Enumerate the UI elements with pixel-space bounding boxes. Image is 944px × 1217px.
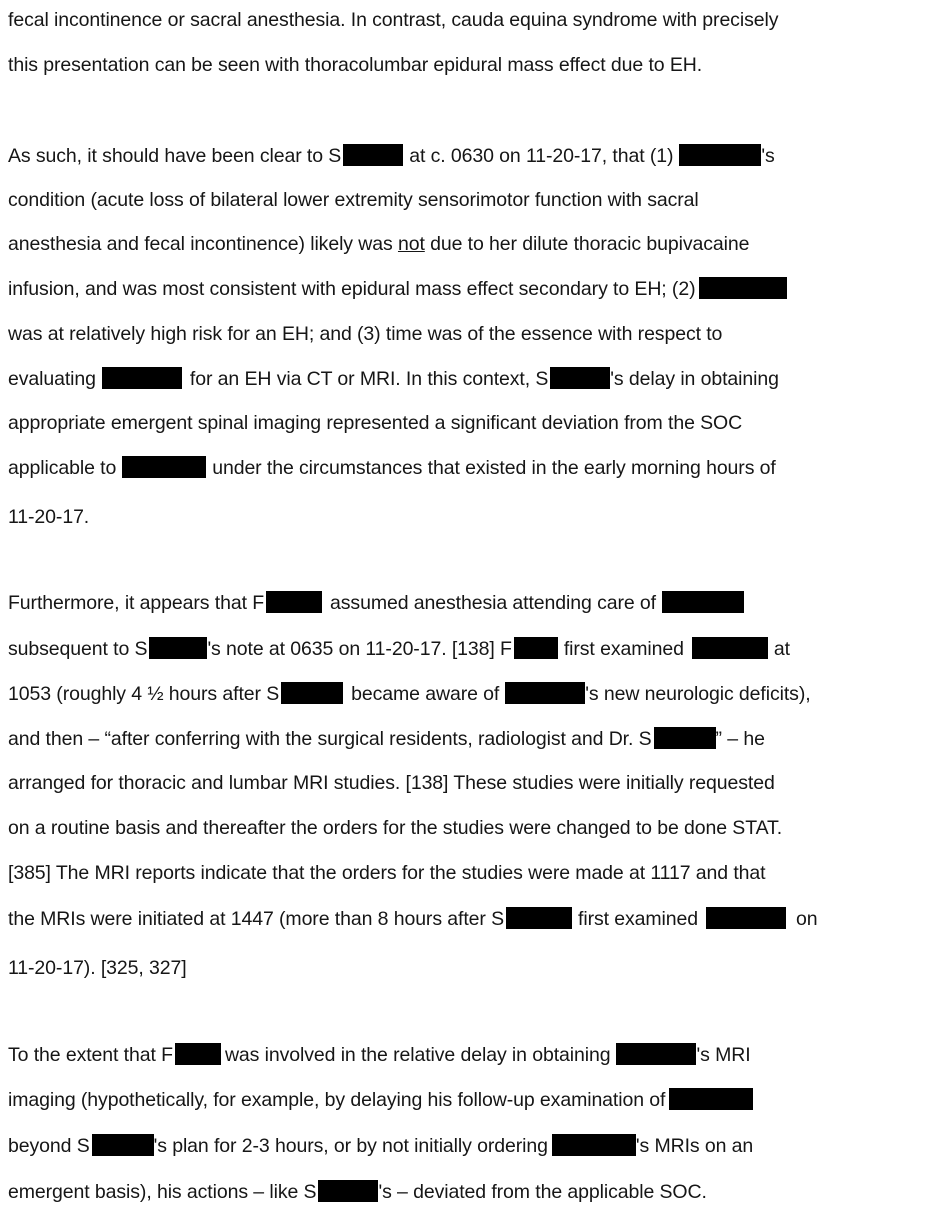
text-run: the MRIs were initiated at 1447 (more than 8 hours after S — [8, 908, 505, 930]
redaction-bar — [692, 637, 768, 659]
text-run: 1053 (roughly 4 ½ hours after S — [8, 683, 280, 705]
text-run: and then – “after conferring with the surgical residents, radiologist and Dr. S — [8, 728, 652, 750]
text-run: was involved in the relative delay in obtaining — [224, 1044, 611, 1066]
text-line — [8, 815, 782, 841]
text-run: was at relatively high risk for an EH; and (3) time was of the essence with respect to — [8, 323, 723, 345]
text-run: 's – deviated from the applicable SOC. — [378, 1181, 707, 1203]
text-run: ” – he — [715, 728, 765, 750]
text-line — [8, 726, 765, 752]
redaction-bar — [550, 367, 610, 389]
text-run: on a routine basis and thereafter the orders for the studies were changed to be done STAT. — [8, 817, 783, 839]
text-line — [8, 860, 765, 886]
redaction-bar — [149, 637, 207, 659]
redaction-bar — [662, 591, 744, 613]
text-line — [8, 590, 744, 616]
redaction-bar — [706, 907, 786, 929]
text-run: beyond S — [8, 1135, 90, 1157]
redaction-bar — [679, 144, 761, 166]
text-run: evaluating — [8, 368, 96, 390]
text-line — [8, 52, 702, 78]
text-line — [8, 1087, 753, 1113]
text-run: this presentation can be seen with thoracolumbar epidural mass effect due to EH. — [8, 54, 703, 76]
redaction-bar — [175, 1043, 221, 1065]
redaction-bar — [506, 907, 572, 929]
text-run: assumed anesthesia attending care of — [330, 592, 656, 614]
text-line — [8, 955, 187, 981]
text-run: for an EH via CT or MRI. In this context, S — [189, 368, 549, 390]
text-line — [8, 366, 779, 392]
text-run: at c. 0630 on 11-20-17, that (1) — [409, 145, 674, 167]
redaction-bar — [102, 367, 182, 389]
text-run: under the circumstances that existed in the early morning hours of — [212, 457, 776, 479]
text-run: on — [796, 908, 818, 930]
text-run: 's new neurologic deficits), — [585, 683, 811, 705]
redaction-bar — [122, 456, 206, 478]
text-run: fecal incontinence or sacral anesthesia. In contrast, cauda equina syndrome with precisely — [8, 9, 779, 31]
text-run: condition (acute loss of bilateral lower extremity sensorimotor function with sacral — [8, 189, 699, 211]
text-line — [8, 906, 818, 932]
text-run: at — [773, 638, 790, 660]
text-run: 's — [761, 145, 775, 167]
redaction-bar — [343, 144, 403, 166]
redaction-bar — [505, 682, 585, 704]
text-line — [8, 681, 811, 707]
text-run: appropriate emergent spinal imaging represented a significant deviation from the SOC — [8, 412, 743, 434]
redaction-bar — [92, 1134, 154, 1156]
text-run: arranged for thoracic and lumbar MRI studies. [138] These studies were initially requested — [8, 772, 775, 794]
text-run: To the extent that F — [8, 1044, 173, 1066]
text-line — [8, 187, 699, 213]
text-line — [8, 7, 778, 33]
text-run: became aware of — [351, 683, 500, 705]
text-run: 's delay in obtaining — [610, 368, 779, 390]
text-run: 11-20-17. — [8, 506, 90, 528]
text-run: imaging (hypothetically, for example, by delaying his follow-up examination of — [8, 1089, 666, 1111]
redaction-bar — [552, 1134, 636, 1156]
text-run: 's MRIs on an — [635, 1135, 754, 1157]
underlined-word: not — [397, 233, 425, 255]
text-run: first examined — [578, 908, 699, 930]
text-line — [8, 504, 89, 530]
text-line — [8, 636, 790, 662]
text-run: 's plan for 2-3 hours, or by not initially ordering — [153, 1135, 548, 1157]
text-run: [385] The MRI reports indicate that the orders for the studies were made at 1117 and that — [8, 862, 766, 884]
redaction-bar — [699, 277, 787, 299]
text-run: subsequent to S — [8, 638, 148, 660]
text-line — [8, 321, 722, 347]
redaction-bar — [616, 1043, 696, 1065]
text-run: As such, it should have been clear to S — [8, 145, 342, 167]
text-line — [8, 455, 776, 481]
text-run: 11-20-17). [325, 327] — [8, 957, 187, 979]
text-line — [8, 1133, 753, 1159]
text-run: first examined — [563, 638, 684, 660]
text-line — [8, 410, 742, 436]
text-run: applicable to — [8, 457, 117, 479]
text-run: 's note at 0635 on 11-20-17. [138] F — [207, 638, 512, 660]
redaction-bar — [654, 727, 716, 749]
text-run: emergent basis), his actions – like S — [8, 1181, 317, 1203]
text-run: due to her dilute thoracic bupivacaine — [424, 233, 750, 255]
redaction-bar — [266, 591, 322, 613]
text-line — [8, 143, 775, 169]
text-line — [8, 276, 787, 302]
text-run: infusion, and was most consistent with epidural mass effect secondary to EH; (2) — [8, 278, 696, 300]
redaction-bar — [281, 682, 343, 704]
text-line — [8, 1042, 751, 1068]
text-line — [8, 1179, 707, 1205]
text-run: 's MRI — [696, 1044, 751, 1066]
text-run: Furthermore, it appears that F — [8, 592, 265, 614]
redaction-bar — [318, 1180, 378, 1202]
redaction-bar — [669, 1088, 753, 1110]
text-line — [8, 770, 775, 796]
redaction-bar — [514, 637, 558, 659]
text-run: anesthesia and fecal incontinence) likely was — [8, 233, 398, 255]
text-line — [8, 231, 749, 257]
